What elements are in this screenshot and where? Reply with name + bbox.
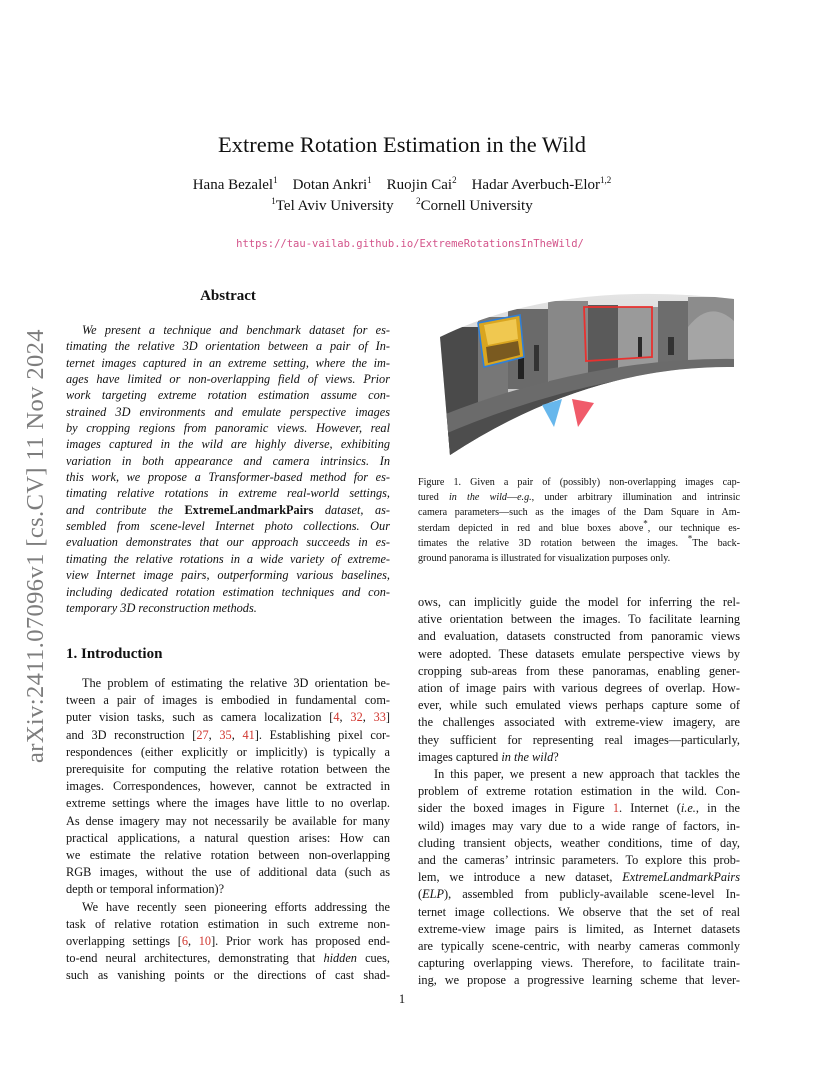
emphasis-text: ExtremeLandmarkPairs (622, 870, 740, 885)
citation-link[interactable]: 32 (350, 710, 363, 725)
body-line: extreme-view image pairs is limited, as Internet datasets (418, 921, 740, 936)
body-line: we estimate the relative rotation between non-overlapping (66, 848, 390, 863)
intro-right-column (418, 594, 740, 990)
body-line: depth or temporal information)? (66, 882, 225, 897)
caption-text: timates the relative 3D rotation between the images. (418, 537, 688, 549)
author-name: Hana Bezalel (192, 177, 274, 193)
body-line: overlapping settings [6, 10]. Prior work has proposed end- (66, 934, 390, 949)
footnote-star: * (643, 518, 648, 529)
body-line: ing, we propose a progressive learning scheme that lever- (418, 973, 740, 988)
abstract-line: timating the relative 3D orientation between a pair of In- (66, 339, 390, 354)
caption-line: Figure 1. Given a pair of (possibly) non-overlapping images cap- (418, 477, 740, 488)
citation-link[interactable]: 41 (242, 727, 255, 742)
body-line: tween a pair of images is embodied in fundamental com- (66, 693, 390, 708)
caption-emphasis: in the wild (448, 492, 507, 504)
emphasis-text: ELP (422, 887, 444, 902)
caption-text: , under arbitrary illumination and intrinsic (531, 492, 741, 504)
author-name: Ruojin Cai (386, 177, 453, 193)
section-heading: 1. Introduction (66, 646, 163, 662)
citation-link[interactable]: 35 (219, 727, 232, 742)
body-line: images. Correspondences, however, cannot be extracted in (66, 779, 390, 794)
body-text: ]. Prior work has proposed end- (211, 934, 390, 949)
caption-text: tured (418, 492, 449, 504)
body-line: task of relative rotation estimation in such extreme non- (66, 916, 390, 931)
body-line: practical applications, a natural question arises: How can (66, 830, 390, 845)
author-affiliation-mark: 1 (273, 175, 278, 185)
body-line (418, 800, 740, 817)
project-url-link[interactable]: https://tau-vailab.github.io/ExtremeRotationsInTheWild/ (236, 238, 584, 250)
affiliation-number: 2 (416, 196, 421, 206)
body-line (66, 950, 390, 967)
body-text: lem, we introduce a new dataset, (418, 870, 623, 885)
body-line: respondences (either explicitly or implicitly) is typically a (66, 744, 390, 759)
body-text: puter vision tasks, such as camera localization [ (66, 710, 334, 725)
citation-link[interactable]: 27 (196, 727, 209, 742)
emphasis-text: i.e. (680, 801, 696, 816)
paper-title: Extreme Rotation Estimation in the Wild (218, 132, 586, 157)
body-line: puter vision tasks, such as camera localization [4, 32, 33] (66, 710, 391, 725)
caption-text: , our technique es- (647, 522, 740, 534)
blue-box-image (478, 315, 524, 367)
body-line: were adopted. These datasets emulate perspective views by (418, 646, 740, 661)
figure-1-caption (418, 475, 740, 566)
affiliation-number: 1 (271, 196, 276, 206)
body-line: We have recently seen pioneering efforts addressing the (82, 899, 390, 914)
red-camera-icon (572, 399, 594, 427)
author-name: Hadar Averbuch-Elor (471, 177, 601, 193)
body-line: the challenges associated with extreme-view imagery, are (418, 715, 740, 730)
abstract-line: ages have limited or non-overlapping field of views. Prior (66, 372, 390, 387)
citation-link[interactable]: 6 (181, 934, 188, 949)
affiliation-list (0, 198, 804, 215)
body-line: ows, can implicitly guide the model for inferring the rel- (418, 595, 740, 609)
caption-text: The back- (692, 537, 740, 549)
caption-line (418, 533, 740, 551)
author-affiliation-mark: 1,2 (600, 175, 612, 185)
abstract-line: strained 3D environments and emulate perspective images (66, 404, 390, 419)
citation-link[interactable]: 10 (198, 934, 212, 949)
abstract-line: including dedicated rotation estimation techniques and con- (66, 584, 390, 599)
caption-emphasis: e.g. (517, 492, 532, 504)
abstract-line: view Internet image pairs, outperforming various baselines, (66, 568, 390, 583)
body-line: and the cameras’ intrinsic parameters. To explore this prob- (418, 853, 740, 868)
abstract-line: this work, we propose a Transformer-based method for es- (66, 470, 390, 485)
figure-ref-link[interactable]: 1 (612, 801, 619, 816)
arxiv-stamp (22, 283, 58, 763)
body-text: ), assembled from publicly-available scene-level In- (443, 887, 740, 902)
abstract-line: images captured in the wild are highly diverse, exhibiting (66, 437, 390, 452)
abstract-line: by cropping regions from panoramic views. However, real (66, 421, 390, 436)
body-line (418, 749, 740, 766)
body-line: ation of image pairs with various degrees of overlap. How- (418, 681, 740, 696)
author-list (0, 177, 804, 194)
body-text: and 3D reconstruction [ (66, 727, 197, 742)
abstract-heading: Abstract (200, 288, 256, 304)
author-name: Dotan Ankri (292, 177, 368, 193)
caption-line: camera parameters—such as the images of the Dam Square in Am- (418, 507, 740, 519)
abstract-line: temporary 3D reconstruction methods. (66, 600, 257, 615)
body-line: cluding transient objects, weather conditions, time of day, (418, 835, 740, 850)
citation-link[interactable]: 4 (333, 710, 340, 725)
emphasis-text: in the wild (501, 749, 554, 764)
abstract-line: evaluation demonstrates that our approach succeeds in es- (66, 535, 390, 550)
dataset-name: ExtremeLandmarkPairs (184, 502, 314, 517)
affiliation-name: Cornell University (420, 198, 533, 214)
abstract-line: work targeting extreme rotation estimation assume con- (66, 388, 390, 403)
abstract-line: We present a technique and benchmark dataset for es- (82, 323, 390, 337)
body-line: prerequisite for computing the relative rotation between the (66, 762, 390, 777)
abstract-line (66, 502, 390, 518)
body-line: and evaluation, datasets constructed from panoramic views (418, 629, 740, 644)
body-line: The problem of estimating the relative 3D orientation be- (82, 676, 390, 690)
abstract-line: sembled from scene-level Internet photo collections. Our (66, 519, 390, 534)
abstract-text: dataset, as- (313, 502, 390, 517)
caption-text: — (506, 492, 518, 504)
body-line: are typically scene-centric, with nearby cameras commonly (418, 939, 740, 954)
body-line: ternet image collections. We observe that the set of real (418, 904, 740, 919)
figure-1-panorama (438, 287, 736, 457)
body-text: overlapping settings [ (66, 934, 182, 949)
affiliation-name: Tel Aviv University (275, 198, 394, 214)
body-text: . Internet ( (618, 801, 681, 816)
body-line: ever, while such emulated views perhaps capture some of (418, 698, 740, 713)
body-line: and 3D reconstruction [27, 35, 41]. Establishing pixel cor- (66, 727, 390, 742)
body-line: RGB images, without the use of additional data (such as (66, 865, 390, 880)
body-line: wild) images may vary due to a wide range of factors, in- (418, 818, 740, 833)
abstract-line: variation in both appearance and camera intrinsics. In (66, 453, 390, 468)
body-line: In this paper, we present a new approach that tackles the (434, 767, 740, 782)
body-text: sider the boxed images in Figure (418, 801, 613, 816)
footnote-star: * (687, 533, 693, 544)
body-line: As dense imagery may not necessarily be available for many (66, 813, 390, 828)
body-line (418, 869, 740, 886)
caption-line: ground panorama is illustrated for visualization purposes only. (418, 553, 671, 565)
body-line: extreme settings where the images have little to no overlap. (66, 796, 390, 811)
body-line: such as vanishing points or the directions of cast shad- (66, 968, 390, 983)
body-line: they sufficient for representing real images—particularly, (418, 732, 740, 747)
body-line (418, 886, 740, 903)
caption-text: sterdam depicted in red and blue boxes above (418, 522, 644, 534)
author-affiliation-mark: 1 (367, 175, 372, 185)
body-line: problem of extreme rotation estimation in the wild. Con- (418, 784, 740, 799)
body-line: cropping sub-areas from these panoramas, enabling gener- (418, 663, 740, 678)
page-number: 1 (398, 992, 406, 1006)
body-text: ( (418, 887, 423, 902)
body-text: ]. Establishing pixel cor- (254, 727, 390, 742)
author-affiliation-mark: 2 (452, 175, 457, 185)
panorama-illustration (438, 287, 736, 457)
body-text: ? (553, 749, 559, 764)
body-text: images captured (418, 749, 502, 764)
abstract-body (66, 322, 390, 616)
citation-link[interactable]: 33 (373, 710, 386, 725)
abstract-text: and contribute the (66, 502, 185, 517)
body-text: to-end neural architectures, demonstrating that (66, 951, 324, 966)
caption-line (418, 490, 740, 505)
abstract-line: timating the relative rotations in a wide variety of extreme- (66, 551, 390, 566)
body-text: , in the (695, 801, 740, 816)
body-line: capturing overlapping views. Therefore, to facilitate train- (418, 956, 740, 971)
body-line: ative orientation between the images. To facilitate learning (418, 612, 740, 627)
abstract-line: ternet images captured in an extreme setting, where the im- (66, 355, 390, 370)
arxiv-id: arXiv:2411.07096v1 [cs.CV] 11 Nov 2024 (22, 329, 49, 763)
emphasis-text: hidden (323, 951, 357, 966)
abstract-line: timating relative rotations in extreme real-world settings, (66, 486, 390, 501)
intro-left-column (66, 675, 390, 985)
body-text: cues, (356, 951, 390, 966)
